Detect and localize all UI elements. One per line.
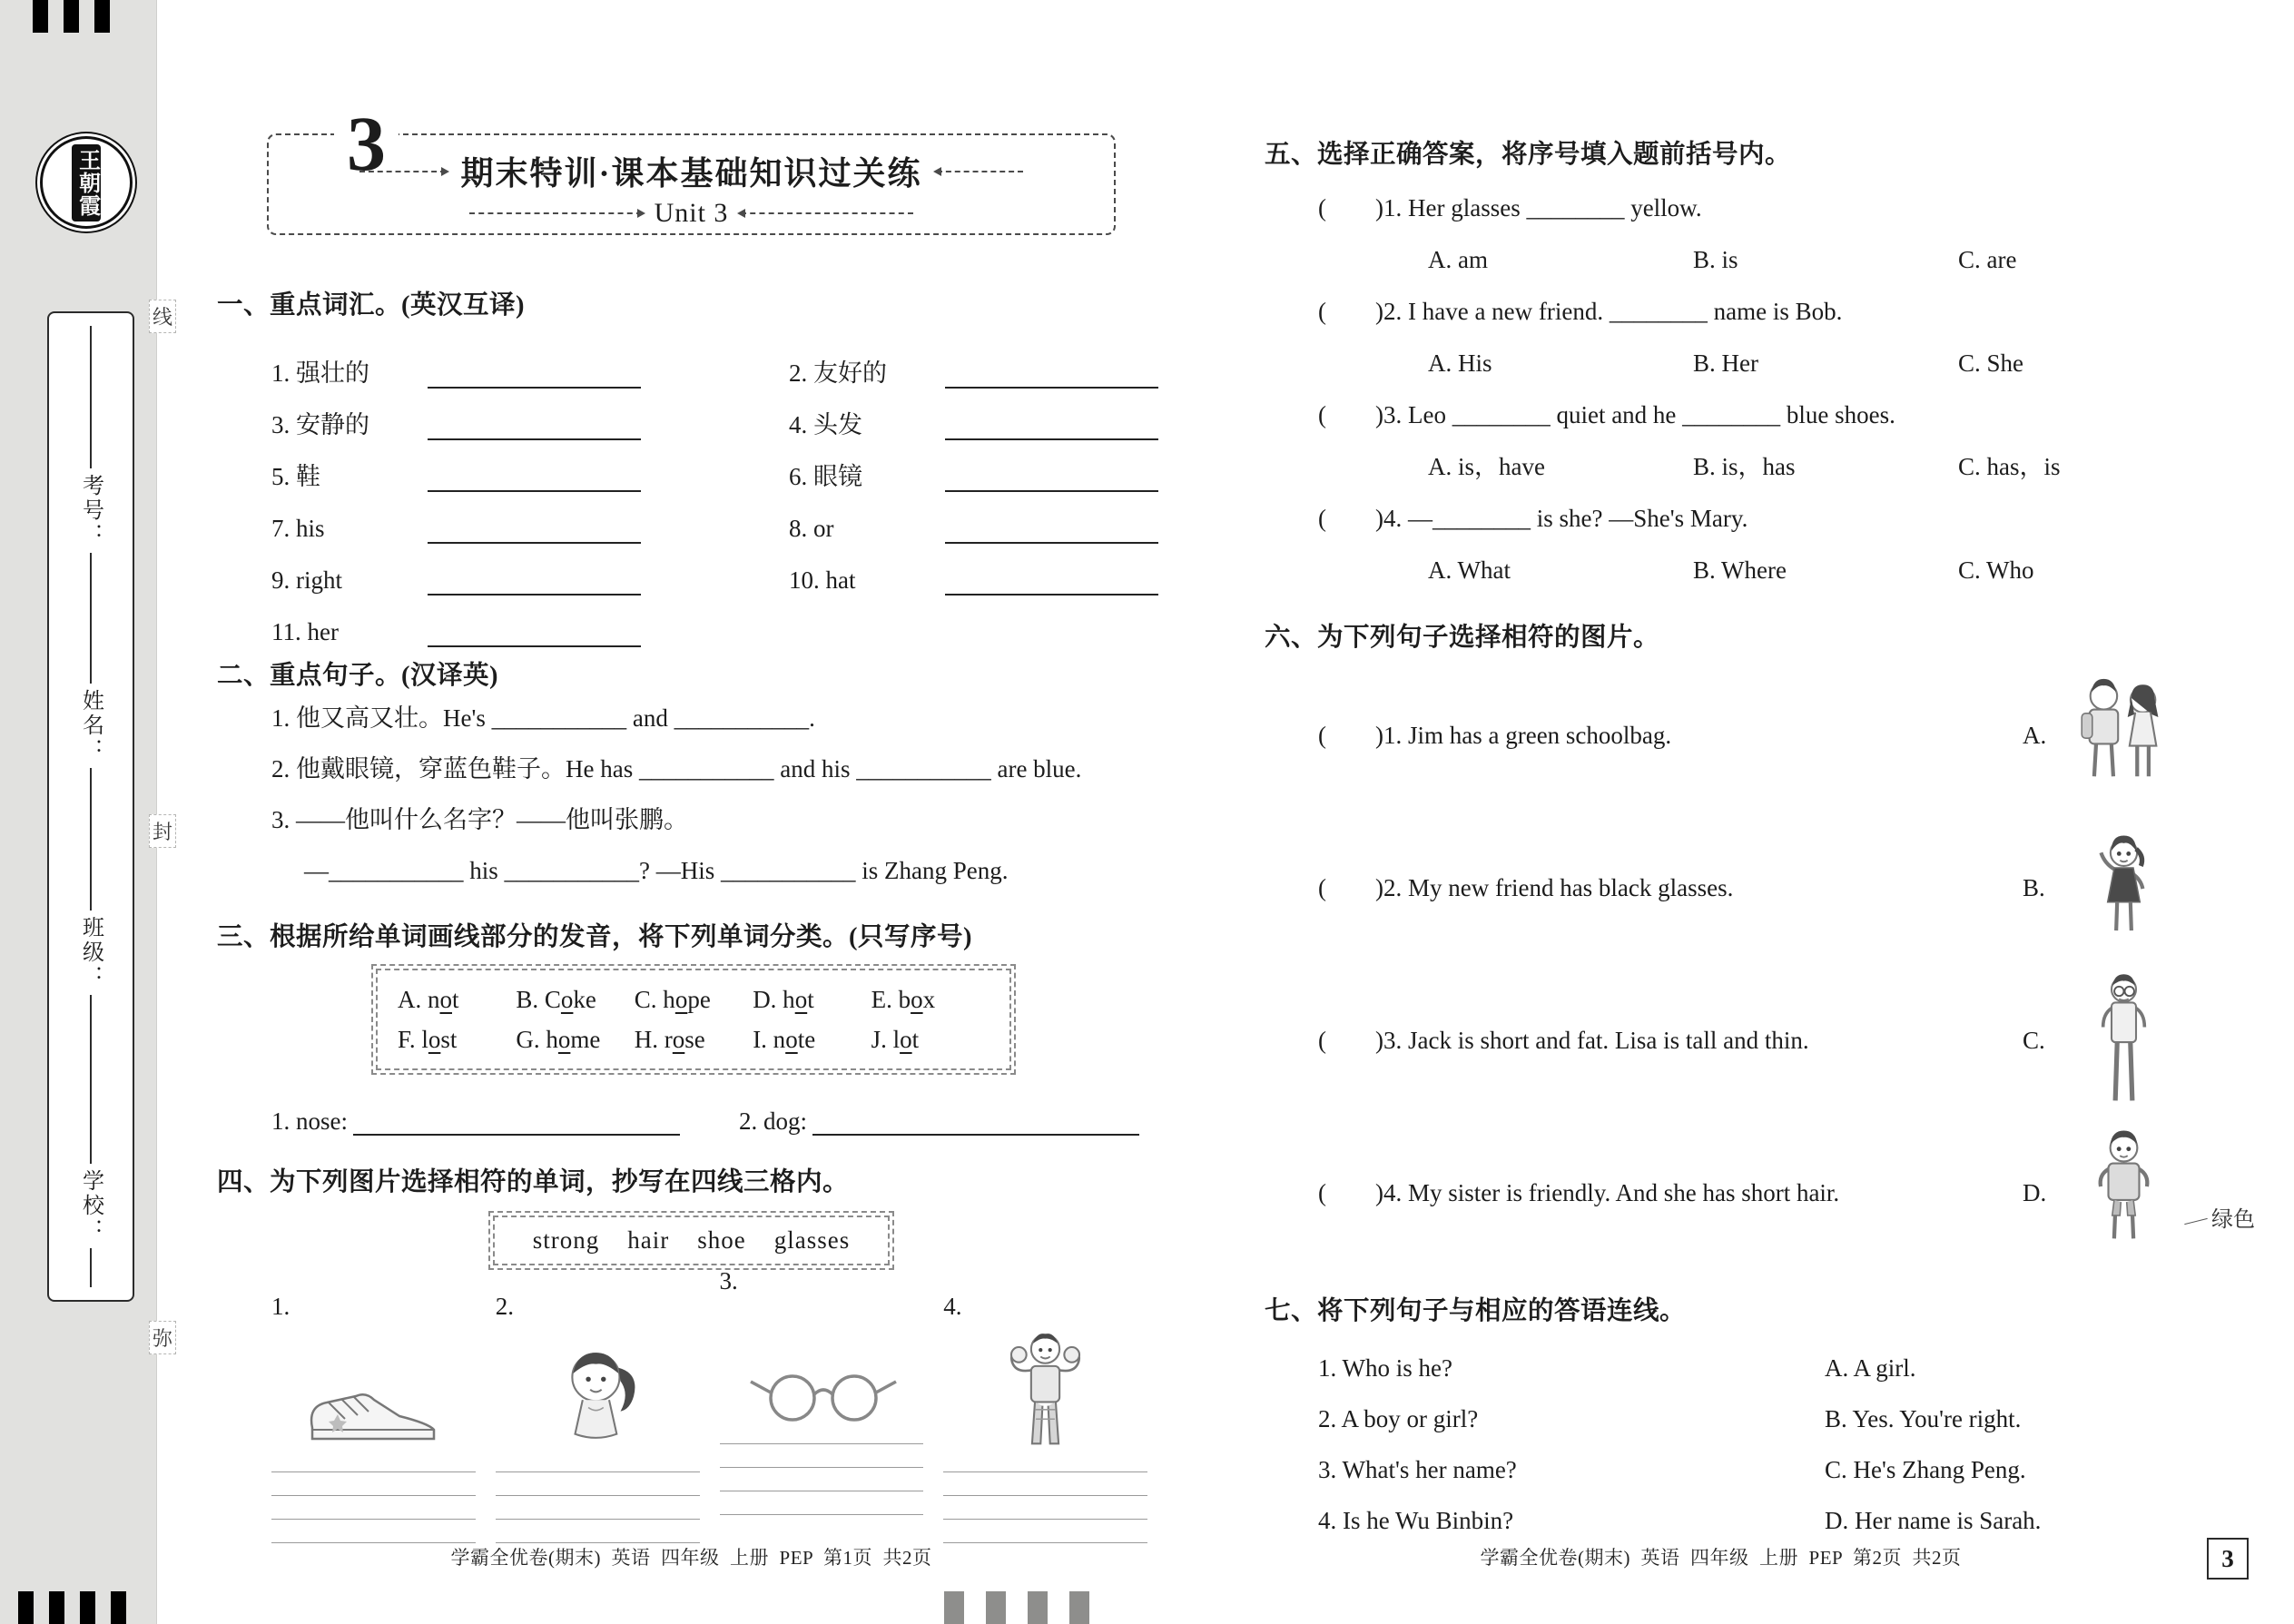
girl-with-ponytail-picture <box>496 1321 700 1459</box>
answer-blank <box>812 1107 1139 1136</box>
left-page <box>217 100 1166 1544</box>
answer-blank <box>428 463 641 492</box>
section-7-heading: 七、将下列句子与相应的答语连线。 <box>1265 1297 1687 1325</box>
field-name: 姓名： <box>78 688 103 763</box>
mc-options: A. His B. Her C. She <box>1428 349 2024 377</box>
glasses-picture <box>740 1358 903 1431</box>
field-school: 学校： <box>78 1169 103 1244</box>
page-footer-right: 学霸全优卷(期末) 英语 四年级 上册 PEP 第2页 共2页 <box>1480 1547 1962 1569</box>
vocab-item: 5. 鞋 <box>271 461 789 492</box>
connect-question: 1. Who is he? <box>1318 1354 1452 1382</box>
logo-ring <box>40 136 133 229</box>
mc-options: A. am B. is C. are <box>1428 246 2017 273</box>
connect-answer: C. He's Zhang Peng. <box>1825 1456 2026 1483</box>
phonics-word: C. hope <box>634 986 711 1013</box>
field-exam-number: 考号： <box>78 474 103 548</box>
section-2-heading: 二、重点句子。(汉译英) <box>217 662 498 690</box>
dash-arrow-icon <box>937 171 1023 172</box>
phonics-answer-label: 2. dog: <box>739 1107 808 1135</box>
unit-label: Unit 3 <box>654 198 729 228</box>
connect-question: 2. A boy or girl? <box>1318 1405 1479 1432</box>
registration-mark <box>18 1591 34 1624</box>
vocab-item: 7. his <box>271 513 789 544</box>
registration-mark <box>80 1591 95 1624</box>
phonics-answers <box>271 1107 1166 1136</box>
section-6-heading: 六、为下列句子选择相符的图片。 <box>1265 624 1660 652</box>
answer-blank <box>945 566 1158 595</box>
sentence-line: 1. 他又高又壮。He's ___________ and ___________. <box>271 704 815 732</box>
seal-char: 线 <box>149 300 176 333</box>
write-line <box>90 768 92 910</box>
answer-blank <box>428 359 641 389</box>
write-line <box>90 1248 92 1287</box>
picture-items <box>271 1267 1147 1544</box>
mc-question: ( )1. Her glasses ________ yellow. <box>1318 194 1702 221</box>
answer-blank <box>428 411 641 440</box>
vocab-item: 1. 强壮的 <box>271 358 789 389</box>
registration-mark <box>49 1591 64 1624</box>
connect-answer: A. A girl. <box>1825 1354 1916 1382</box>
answer-blank <box>428 515 641 544</box>
phonics-word: I. note <box>753 1026 816 1053</box>
answer-blank <box>428 566 641 595</box>
answer-blank <box>428 618 641 647</box>
vocab-item: 3. 安静的 <box>271 409 789 440</box>
connect-question: 3. What's her name? <box>1318 1456 1517 1483</box>
phonics-word: D. hot <box>753 986 814 1013</box>
answer-blank <box>945 515 1158 544</box>
sentence-line: 3. ——他叫什么名字？——他叫张鹏。 <box>271 806 688 833</box>
mc-options: A. is，have B. is，has C. has，is <box>1428 453 2061 480</box>
vocab-list <box>271 337 1166 647</box>
connect-answer: B. Yes. You're right. <box>1825 1405 2022 1432</box>
answer-blank <box>945 411 1158 440</box>
section-4-heading: 四、为下列图片选择相符的单词，抄写在四线三格内。 <box>217 1168 850 1196</box>
section-1-heading: 一、重点词汇。(英汉互译) <box>217 291 525 320</box>
writing-grid <box>271 1471 476 1544</box>
registration-mark <box>111 1591 126 1624</box>
seal-char: 封 <box>149 814 176 848</box>
match-row: ( )3. Jack is short and fat. Lisa is tall and thin. C. <box>1265 969 2177 1112</box>
dash-line-icon <box>741 212 913 214</box>
matching-exercise <box>1318 1343 2177 1546</box>
paper-title: 期末特训·课本基础知识过关练 <box>460 155 922 192</box>
vocab-item: 4. 头发 <box>789 409 1166 440</box>
mc-options: A. What B. Where C. Who <box>1428 556 2034 584</box>
connect-answer: D. Her name is Sarah. <box>1825 1507 2042 1534</box>
phonics-word: H. rose <box>634 1026 705 1053</box>
word-bank: strong hair shoe glasses <box>493 1216 890 1265</box>
vocab-item: 10. hat <box>789 565 1166 595</box>
mc-question: ( )4. —________ is she? —She's Mary. <box>1318 505 1748 532</box>
strong-boy-picture <box>943 1321 1147 1459</box>
phonics-word: J. lot <box>871 1026 920 1053</box>
answer-blank <box>945 359 1158 389</box>
boy-short-hair-picture <box>2070 1123 2255 1264</box>
publisher-logo <box>40 136 131 234</box>
answer-blank <box>353 1107 680 1136</box>
picture-item: 3. <box>720 1293 924 1544</box>
phonics-answer-label: 1. nose: <box>271 1107 348 1135</box>
writing-grid <box>496 1471 700 1544</box>
match-row: ( )1. Jim has a green schoolbag. A. <box>1265 664 2177 807</box>
mc-question: ( )3. Leo ________ quiet and he ________ blue shoes. <box>1318 401 1895 428</box>
vocab-item: 6. 眼镜 <box>789 461 1166 492</box>
vocab-item: 9. right <box>271 565 789 595</box>
registration-mark <box>33 0 48 33</box>
answer-blank <box>945 463 1158 492</box>
vocab-item: 8. or <box>789 513 1166 544</box>
phonics-word: E. box <box>871 986 936 1013</box>
logo-text: 王朝霞 <box>72 144 100 221</box>
registration-mark <box>64 0 79 33</box>
match-row: ( )2. My new friend has black glasses. B. <box>1265 816 2177 960</box>
answers-column <box>1825 1343 2041 1546</box>
vocab-item: 2. 友好的 <box>789 358 1166 389</box>
phonics-word: B. Coke <box>516 986 596 1013</box>
sneaker-picture <box>271 1321 476 1459</box>
registration-mark <box>1069 1591 1089 1624</box>
write-line <box>90 326 92 468</box>
dash-line-icon <box>469 212 642 214</box>
connect-question: 4. Is he Wu Binbin? <box>1318 1507 1514 1534</box>
phonics-word-box <box>376 969 1011 1070</box>
phonics-word: A. not <box>398 986 459 1013</box>
write-line <box>90 553 92 683</box>
girl-waving-picture <box>2070 824 2177 951</box>
mc-question: ( )2. I have a new friend. ________ name is Bob. <box>1318 298 1843 325</box>
boy-and-girl-picture <box>2070 667 2177 803</box>
title-block <box>267 100 1116 235</box>
registration-mark <box>1028 1591 1048 1624</box>
questions-column <box>1318 1343 1825 1546</box>
writing-grid <box>943 1471 1147 1544</box>
picture-item: 1. <box>271 1293 476 1544</box>
lesson-number: 3 <box>334 104 399 182</box>
page-number-badge: 3 <box>2207 1538 2249 1580</box>
seal-char: 弥 <box>149 1321 176 1354</box>
write-line <box>90 995 92 1164</box>
field-class: 班级： <box>78 916 103 989</box>
section-3-heading: 三、根据所给单词画线部分的发音，将下列单词分类。(只写序号) <box>217 923 972 951</box>
sentence-line: 2. 他戴眼镜，穿蓝色鞋子。He has ___________ and his ___________ are blue. <box>271 755 1082 782</box>
phonics-word: F. lost <box>398 1026 458 1053</box>
right-page <box>1265 126 2255 1546</box>
picture-item: 2. <box>496 1293 700 1544</box>
phonics-word: G. home <box>516 1026 601 1053</box>
dash-arrow-icon <box>359 171 446 172</box>
student-info-box <box>47 311 134 1302</box>
registration-mark <box>944 1591 964 1624</box>
registration-mark <box>986 1591 1006 1624</box>
writing-grid <box>720 1443 924 1516</box>
vocab-item: 11. her <box>271 616 789 647</box>
match-row: ( )4. My sister is friendly. And she has short hair. D. 绿色 <box>1265 1121 2177 1265</box>
registration-mark <box>94 0 110 33</box>
page-footer-left: 学霸全优卷(期末) 英语 四年级 上册 PEP 第1页 共2页 <box>450 1547 932 1569</box>
section-5-heading: 五、选择正确答案，将序号填入题前括号内。 <box>1265 141 1792 169</box>
sentence-line: —___________ his ___________? —His ___________ is Zhang Peng. <box>304 857 1009 884</box>
picture-item: 4. <box>943 1293 1147 1544</box>
handwritten-note: 绿色 <box>2184 1201 2255 1233</box>
boy-with-glasses-picture <box>2070 967 2177 1114</box>
